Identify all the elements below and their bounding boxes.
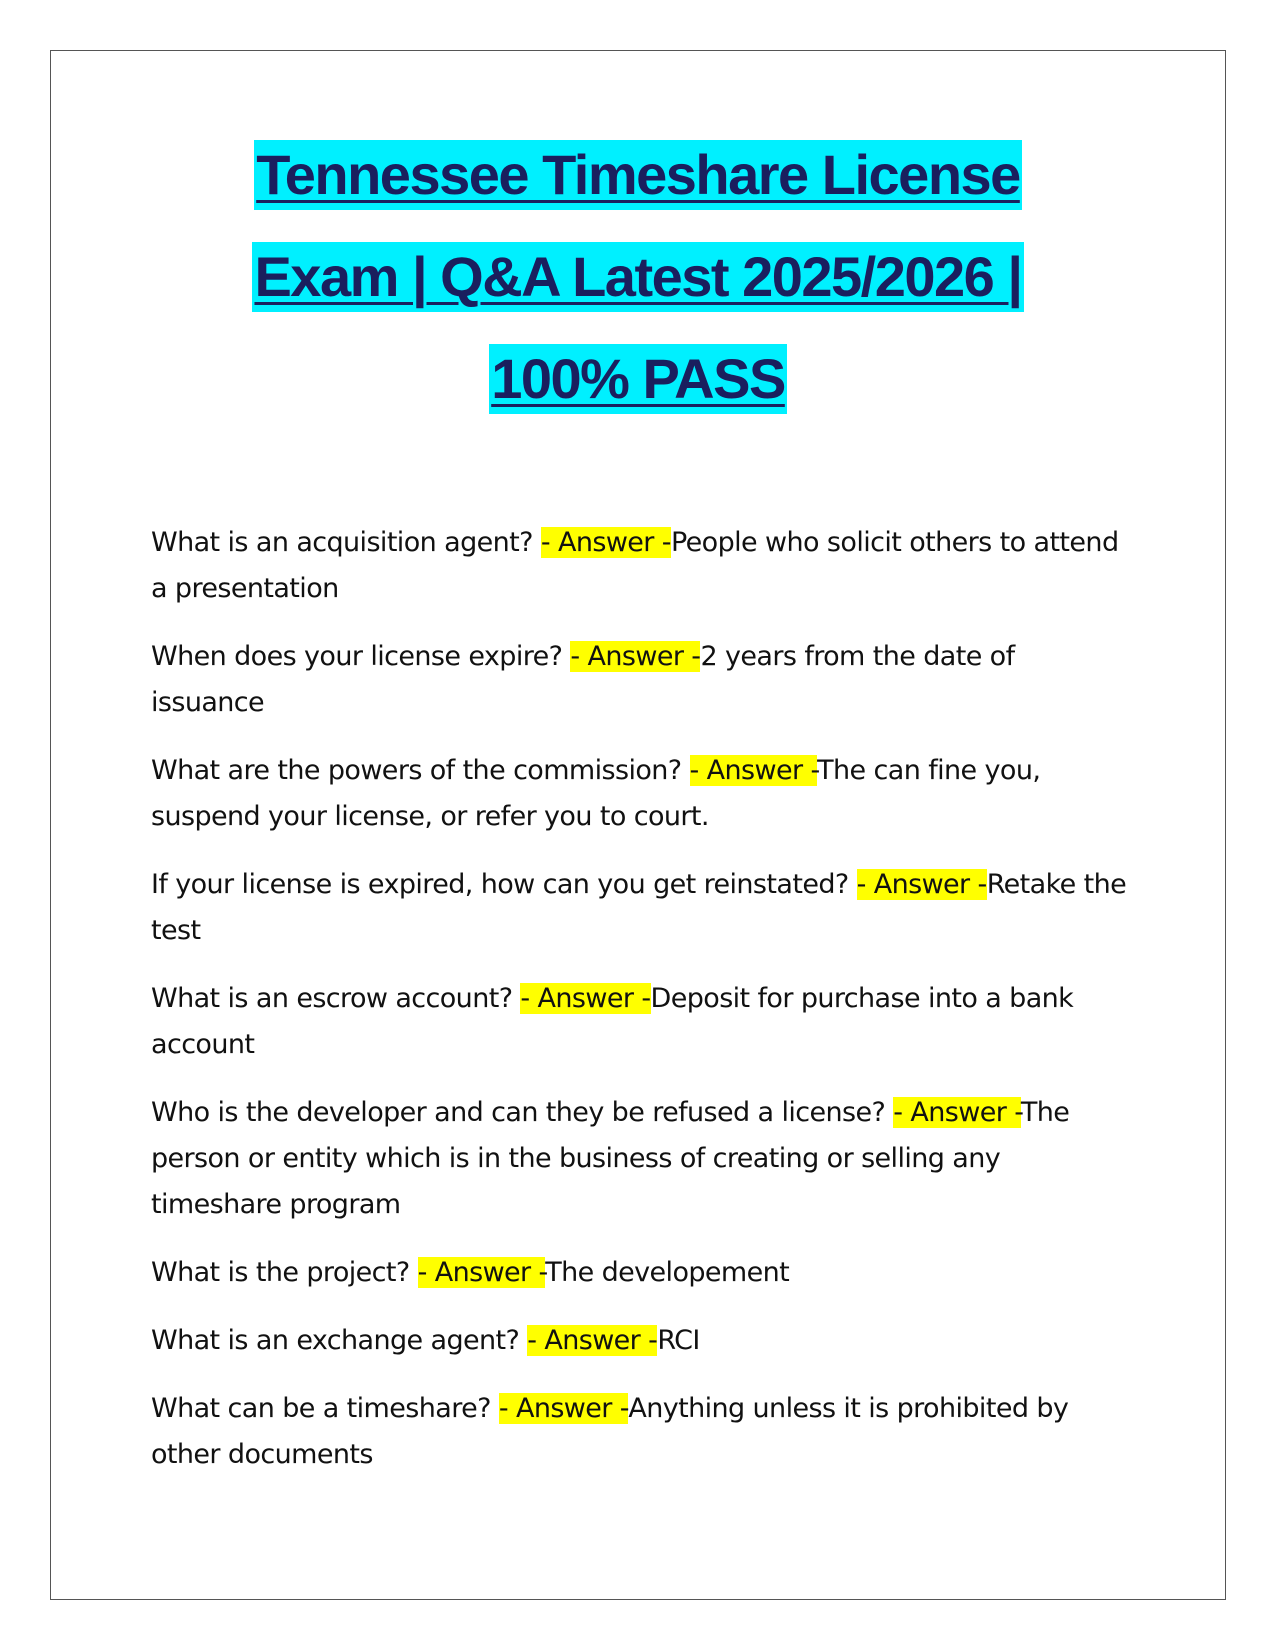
answer-label: - Answer - <box>570 641 701 672</box>
question-text: What is an exchange agent? <box>151 1325 528 1356</box>
answer-text: Retake the test <box>151 869 1127 946</box>
title-line <box>50 140 1226 242</box>
question-text: If your license is expired, how can you get reinstated? <box>151 869 857 900</box>
answer-text: Deposit for purchase into a bank account <box>151 983 1074 1060</box>
question-text: Who is the developer and can they be refused a license? <box>151 1097 894 1128</box>
question-text: What are the powers of the commission? <box>151 755 690 786</box>
answer-label: - Answer - <box>893 1097 1021 1128</box>
question-text: What is an escrow account? <box>151 983 521 1014</box>
answer-text: The person or entity which is in the business of creating or selling any timeshare program <box>151 1097 1070 1220</box>
answer-label: - Answer - <box>417 1257 546 1288</box>
title-line <box>50 242 1226 344</box>
qa-item <box>151 520 1131 612</box>
answer-text: The developement <box>545 1257 790 1288</box>
qa-item <box>151 862 1131 954</box>
answer-label: - Answer - <box>856 869 987 900</box>
qa-item <box>151 1318 1131 1364</box>
document-title <box>50 140 1226 446</box>
qa-item <box>151 748 1131 840</box>
answer-label: - Answer - <box>520 983 651 1014</box>
question-text: What can be a timeshare? <box>151 1393 499 1424</box>
question-text: What is the project? <box>151 1257 418 1288</box>
qa-item <box>151 1090 1131 1228</box>
answer-label: - Answer - <box>498 1393 629 1424</box>
answer-text: RCI <box>657 1325 700 1356</box>
answer-text: Anything unless it is prohibited by other documents <box>151 1393 1069 1470</box>
title-line-3: 100% PASS <box>489 344 787 414</box>
answer-text: The can fine you, suspend your license, or refer you to court. <box>151 755 1041 832</box>
answer-label: - Answer - <box>689 755 818 786</box>
qa-item <box>151 634 1131 726</box>
title-line-1: Tennessee Timeshare License <box>254 140 1022 210</box>
qa-item <box>151 1250 1131 1296</box>
answer-text: 2 years from the date of issuance <box>151 641 1015 718</box>
answer-label: - Answer - <box>540 527 671 558</box>
title-line-2: Exam | Q&A Latest 2025/2026 | <box>252 242 1023 312</box>
qa-item <box>151 976 1131 1068</box>
qa-item <box>151 1386 1131 1478</box>
question-text: When does your license expire? <box>151 641 571 672</box>
answer-text: People who solicit others to attend a presentation <box>151 527 1119 604</box>
title-line <box>50 344 1226 446</box>
answer-label: - Answer - <box>527 1325 658 1356</box>
qa-list <box>151 520 1131 1500</box>
question-text: What is an acquisition agent? <box>151 527 541 558</box>
